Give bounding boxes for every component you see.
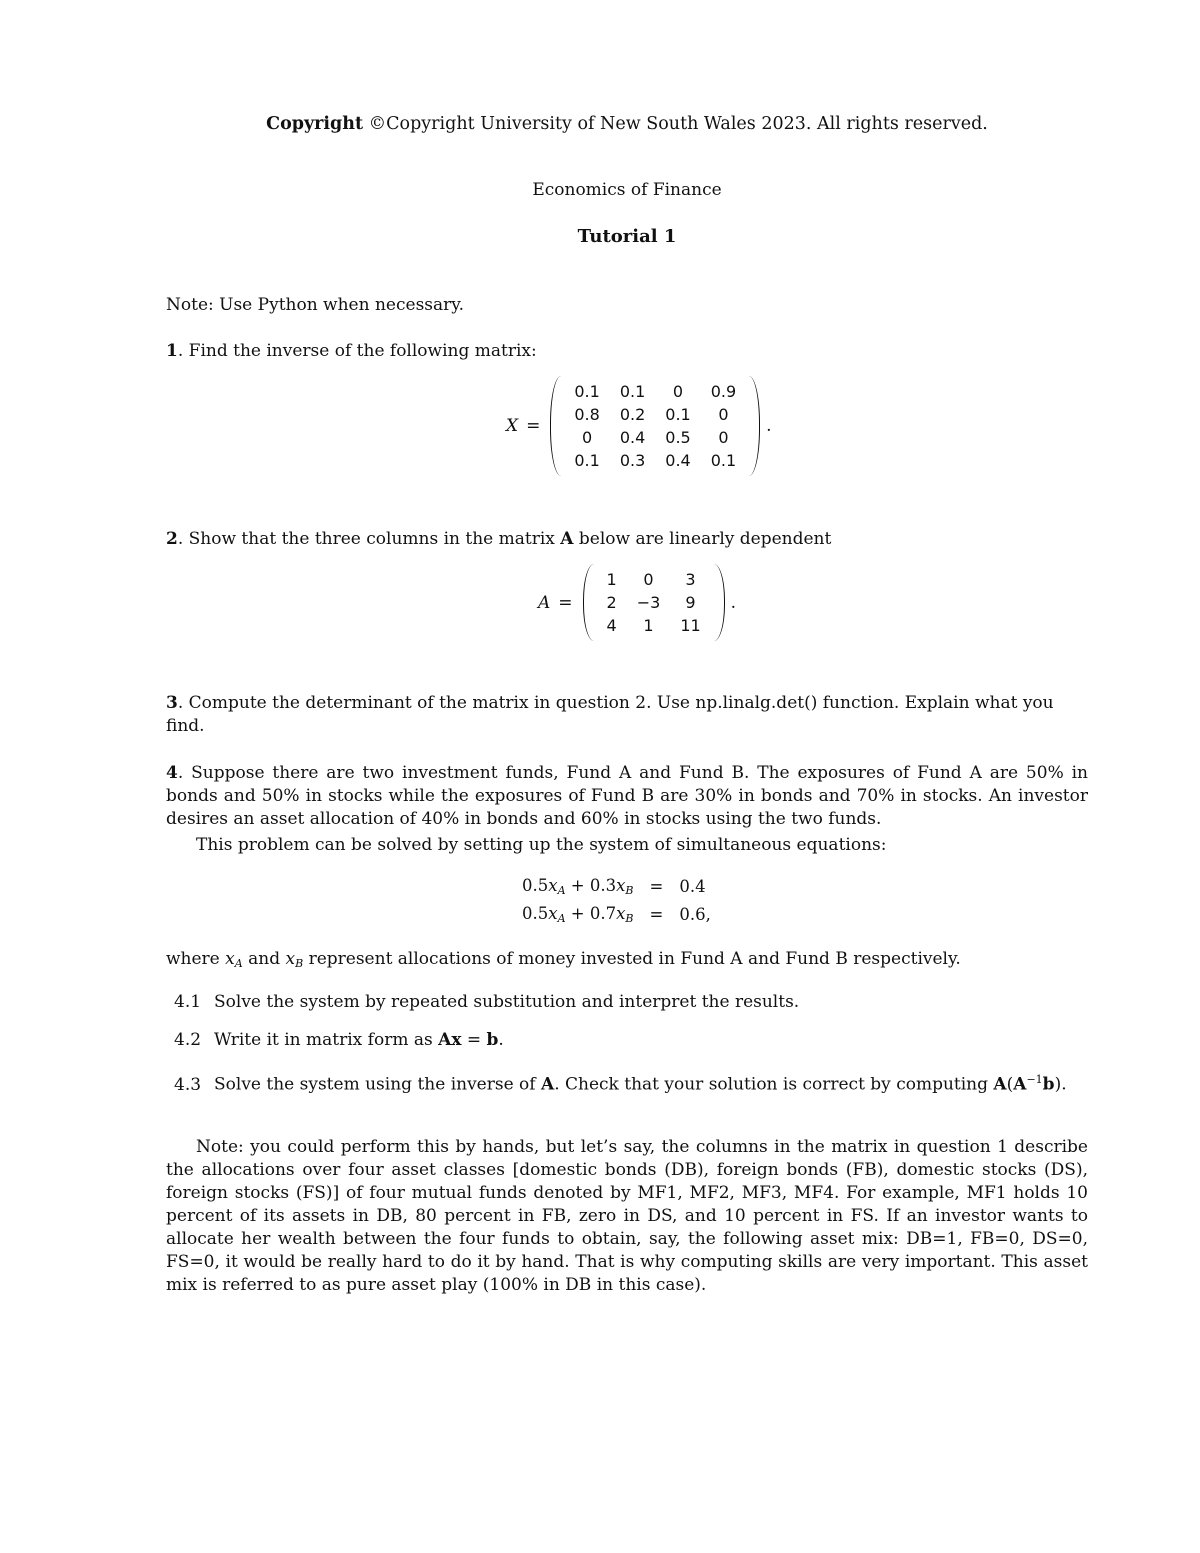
matrix-a — [581, 568, 727, 637]
matrix-x-cell: 0.1 — [665, 405, 691, 424]
matrix-x-row — [564, 403, 746, 426]
period: . — [766, 416, 772, 436]
right-paren — [749, 376, 760, 476]
matrix-a-cell: 1 — [643, 616, 654, 635]
matrix-x-cell: 0.9 — [710, 382, 737, 401]
matrix-x-row — [564, 426, 746, 449]
matrix-x-variable: X — [506, 416, 519, 436]
period: . — [730, 592, 737, 613]
matrix-a-variable: A — [538, 592, 551, 613]
matrix-a-cell: 3 — [685, 570, 696, 589]
subquestion-4-3-text-b: . Check that your solution is correct by computing — [554, 1074, 994, 1095]
matrix-a-cell: 4 — [606, 616, 617, 635]
question-1-number: 1 — [166, 341, 178, 361]
matrix-x-cell: 0.4 — [665, 451, 691, 470]
matrix-x-cell: 0.4 — [619, 428, 646, 447]
matrix-x-row — [564, 380, 746, 403]
matrix-a-cell: 9 — [685, 593, 696, 612]
equation-1-rhs: 0.4 — [679, 876, 706, 896]
question-3 — [166, 692, 1088, 738]
equation-2-lhs: $0.5x_A + 0.7x_B$ — [522, 903, 634, 925]
matrix-a-cell: 2 — [606, 593, 617, 612]
verification-expression: A — [993, 1074, 1007, 1095]
matrix-x-cell: 0.8 — [574, 405, 600, 424]
subquestion-4-3-label: 4.3 — [174, 1074, 202, 1095]
left-paren — [550, 376, 561, 476]
matrix-a-table — [597, 568, 711, 637]
matrix-a-cell: 1 — [606, 570, 617, 589]
question-4-text: . Suppose there are two investment funds, Fund A and Fund B. The exposures of Fund A are 50% in bonds and 50% in stocks while the exposures of Fund B are 30% in bonds and 70% in stocks. An investor desires an asset allocation of 40% in bonds and 60% in stocks using the two funds. — [166, 763, 1088, 829]
matrix-a-row — [597, 614, 711, 637]
matrix-a-cell: −3 — [636, 593, 661, 612]
matrix-x-cell: 0.1 — [574, 451, 600, 470]
equals-sign: = — [558, 592, 573, 613]
subquestion-4-3-text-a: Solve the system using the inverse of — [214, 1074, 541, 1095]
question-2-text-bold: A — [560, 529, 574, 549]
matrix-a-row — [597, 568, 711, 591]
copyright-line — [166, 114, 1088, 134]
question-4-setup: This problem can be solved by setting up the system of simultaneous equations: — [196, 835, 887, 855]
course-title: Economics of Finance — [532, 180, 722, 200]
question-4-where: where $x_A$ and $x_B$ represent allocations of money invested in Fund A and Fund B respectively. — [166, 949, 961, 970]
subquestion-4-2-label: 4.2 — [174, 1030, 202, 1050]
equation-1-lhs: $0.5x_A + 0.3x_B$ — [522, 875, 634, 897]
left-paren — [583, 564, 594, 641]
matrix-x-cell: 0 — [672, 382, 684, 401]
matrix-a-cell: 11 — [680, 616, 701, 635]
matrix-x-cell: 0.5 — [665, 428, 691, 447]
question-3-number: 3 — [166, 693, 178, 713]
question-2-text-b: below are linearly dependent — [573, 529, 832, 549]
matrix-x-cell: 0 — [718, 405, 729, 424]
subquestion-4-2: 4.2 Write it in matrix form as Ax = b. — [174, 1030, 504, 1050]
matrix-x-cell: 0.1 — [574, 382, 600, 401]
matrix-x-table — [564, 380, 746, 472]
matrix-x — [548, 380, 762, 472]
matrix-x-cell: 0.1 — [619, 382, 646, 401]
matrix-x-cell: 0 — [581, 428, 593, 447]
equation-2-equals: = — [649, 904, 664, 924]
matrix-x-row — [564, 449, 746, 472]
tutorial-title: Tutorial 1 — [577, 226, 677, 247]
question-4-number: 4 — [166, 763, 178, 783]
subquestion-4-2-text: Write it in matrix form as — [214, 1030, 439, 1050]
matrix-x-cell: 0.2 — [619, 405, 646, 424]
subquestion-4-1-label: 4.1 — [174, 992, 202, 1012]
equation-system — [514, 872, 719, 928]
subquestion-4-1 — [174, 991, 1088, 1014]
question-3-text: . Compute the determinant of the matrix in question 2. Use np.linalg.det() function. Explain what you find. — [166, 693, 1054, 736]
matrix-a-cell: 0 — [643, 570, 654, 589]
matrix-x-cell: 0 — [718, 428, 729, 447]
matrix-form-expression: Ax — [438, 1030, 462, 1050]
copyright-text: ©Copyright University of New South Wales 2023. All rights reserved. — [368, 114, 988, 134]
copyright-label: Copyright — [266, 114, 364, 134]
matrix-x-cell: 0.1 — [710, 451, 737, 470]
equals-sign: = — [526, 416, 541, 436]
subquestion-4-1-text: Solve the system by repeated substitution and interpret the results. — [214, 992, 800, 1012]
matrix-x-equation — [506, 380, 772, 472]
note-bottom: Note: you could perform this by hands, but let’s say, the columns in the matrix in question 1 describe the allocations over four asset classes [domestic bonds (DB), foreign bonds (FB), domestic stocks (DS), foreign stocks (FS)] of four mutual funds denoted by MF1, MF2, MF3, MF4. For example, MF1 holds 10 percent of its assets in DB, 80 percent in FB, zero in DS, and 10 percent in FS. If an investor wants to allocate her wealth between the four funds to obtain, say, the following asset mix: DB=1, FB=0, DS=0, FS=0, it would be really hard to do it by hand. That is why computing skills are very important. This asset mix is referred to as pure asset play (100% in DB in this case). — [166, 1137, 1088, 1295]
matrix-x-cell: 0.3 — [619, 451, 646, 470]
question-1-text: . Find the inverse of the following matrix: — [177, 341, 537, 361]
matrix-a-equation — [538, 568, 736, 637]
note-top: Note: Use Python when necessary. — [166, 295, 465, 315]
equation-row-1 — [514, 872, 719, 900]
subquestion-4-3: 4.3 Solve the system using the inverse of A. Check that your solution is correct by computing $A(A^{-1}b)$. — [174, 1073, 1067, 1095]
question-1 — [166, 340, 1088, 363]
equation-row-2 — [514, 900, 719, 928]
matrix-a-row — [597, 591, 711, 614]
equation-2-rhs: 0.6, — [679, 904, 711, 924]
question-2 — [166, 528, 1088, 551]
question-2-text-a: . Show that the three columns in the matrix — [177, 529, 561, 549]
question-2-number: 2 — [166, 529, 178, 549]
question-4 — [166, 762, 1088, 831]
equation-1-equals: = — [649, 876, 664, 896]
right-paren — [714, 564, 725, 641]
